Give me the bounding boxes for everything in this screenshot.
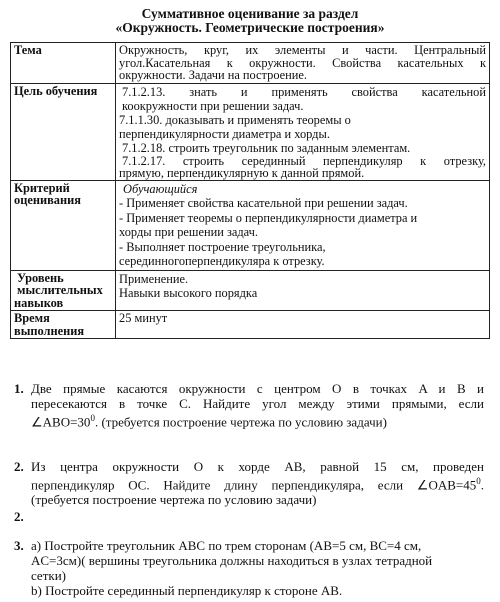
level-value [116, 270, 490, 311]
level-label-line: мыслительных [17, 283, 103, 297]
level-label-line: Уровень [17, 270, 64, 285]
task-text: . [480, 477, 484, 493]
criteria-intro: Обучающийся [123, 181, 198, 196]
task-text-line: (требуется построение чертежа по условию задачи) [31, 492, 317, 508]
criteria-line: серединногоперпендикуляра к отрезку. [119, 254, 325, 268]
task-text-line: Две прямые касаются окружности с центром O в точках A и B и [31, 381, 484, 396]
task-text-line [31, 411, 484, 429]
task-number: 3. [14, 538, 24, 553]
level-label [11, 270, 116, 311]
goal-line: прямую, перпендикулярную к данной прямой. [119, 165, 365, 180]
task-number: 2. [14, 509, 24, 524]
task-text-line: сетки) [31, 568, 66, 583]
task-1 [14, 381, 484, 429]
topic-line: Окружность, круг, их элементы и части. Центральный [119, 43, 486, 57]
degree-superscript: 0 [90, 413, 95, 423]
criteria-line: - Выполняет построение треугольника, [119, 239, 326, 254]
goal-value [116, 83, 490, 180]
level-line: Навыки высокого порядка [119, 285, 258, 300]
criteria-label-line: оценивания [14, 193, 81, 207]
criteria-label [11, 180, 116, 270]
task-3 [14, 538, 484, 598]
criteria-line: - Применяет теоремы о перпендикулярности диаметра и [119, 210, 418, 225]
goal-line: коокружности при решении задач. [122, 98, 304, 113]
level-line: Применение. [119, 271, 189, 286]
criteria-line: хорды при решении задач. [119, 225, 258, 239]
task-text-line: AC=3см)( вершины треугольника должны находиться в узлах тетрадной [31, 553, 433, 568]
goal-label: Цель обучения [11, 83, 116, 180]
criteria-line: - Применяет свойства касательной при решении задач. [119, 196, 408, 210]
time-label-line: выполнения [14, 323, 85, 338]
task-text-line: пересекаются в точке C. Найдите угол между этими прямыми, если [31, 396, 484, 411]
goal-line: 7.1.2.17. строить серединный перпендикуляр к отрезку, [122, 153, 486, 168]
task-number: 2. [14, 459, 24, 474]
criteria-label-line: Критерий [14, 180, 70, 195]
page-subtitle: «Окружность. Геометрические построения» [115, 20, 385, 35]
page-title: Суммативное оценивание за раздел [141, 6, 359, 21]
topic-line: угол.Касательная к окружности. Свойства касательных к [119, 55, 486, 70]
task-2 [14, 459, 484, 507]
topic-label: Тема [11, 43, 116, 84]
task-text-line: а) Постройте треугольник ABC по трем сторонам (AB=5 см, BC=4 см, [31, 538, 422, 553]
topic-value [116, 43, 490, 84]
table-row-level [11, 270, 490, 311]
table-row-time [11, 311, 490, 339]
table-row-criteria [11, 180, 490, 270]
task-number: 1. [14, 381, 24, 396]
task-text: . (требуется построение чертежа по условию задачи) [94, 414, 387, 430]
task-text-line: Из центра окружности O к хорде AB, равной 15 см, проведен [31, 459, 484, 474]
time-value: 25 минут [116, 311, 490, 339]
assessment-spec-table [10, 42, 490, 339]
time-label [11, 311, 116, 339]
table-row-goal [11, 83, 490, 180]
task-text: ∠ABO=30 [31, 414, 91, 430]
task-text-line [31, 474, 484, 492]
degree-superscript: 0 [476, 476, 481, 486]
level-label-line: навыков [14, 295, 64, 310]
time-label-line: Время [14, 311, 50, 325]
topic-line: окружности. Задачи на построение. [119, 68, 308, 82]
criteria-value [116, 180, 490, 270]
task-text-line: b) Постройте серединный перпендикуляр к стороне AB. [31, 583, 343, 598]
goal-line: 7.1.1.30. доказывать и применять теоремы о [119, 112, 351, 127]
goal-line: перпендикулярности диаметра и хорды. [119, 126, 330, 141]
table-row-topic [11, 43, 490, 84]
goal-line: 7.1.2.13. знать и применять свойства касательной [122, 84, 486, 99]
task-text: перпендикуляр OC. Найдите длину перпендикуляра, если ∠OAB=45 [31, 477, 477, 493]
goal-line: 7.1.2.18. строить треугольник по заданным элементам. [122, 140, 411, 155]
